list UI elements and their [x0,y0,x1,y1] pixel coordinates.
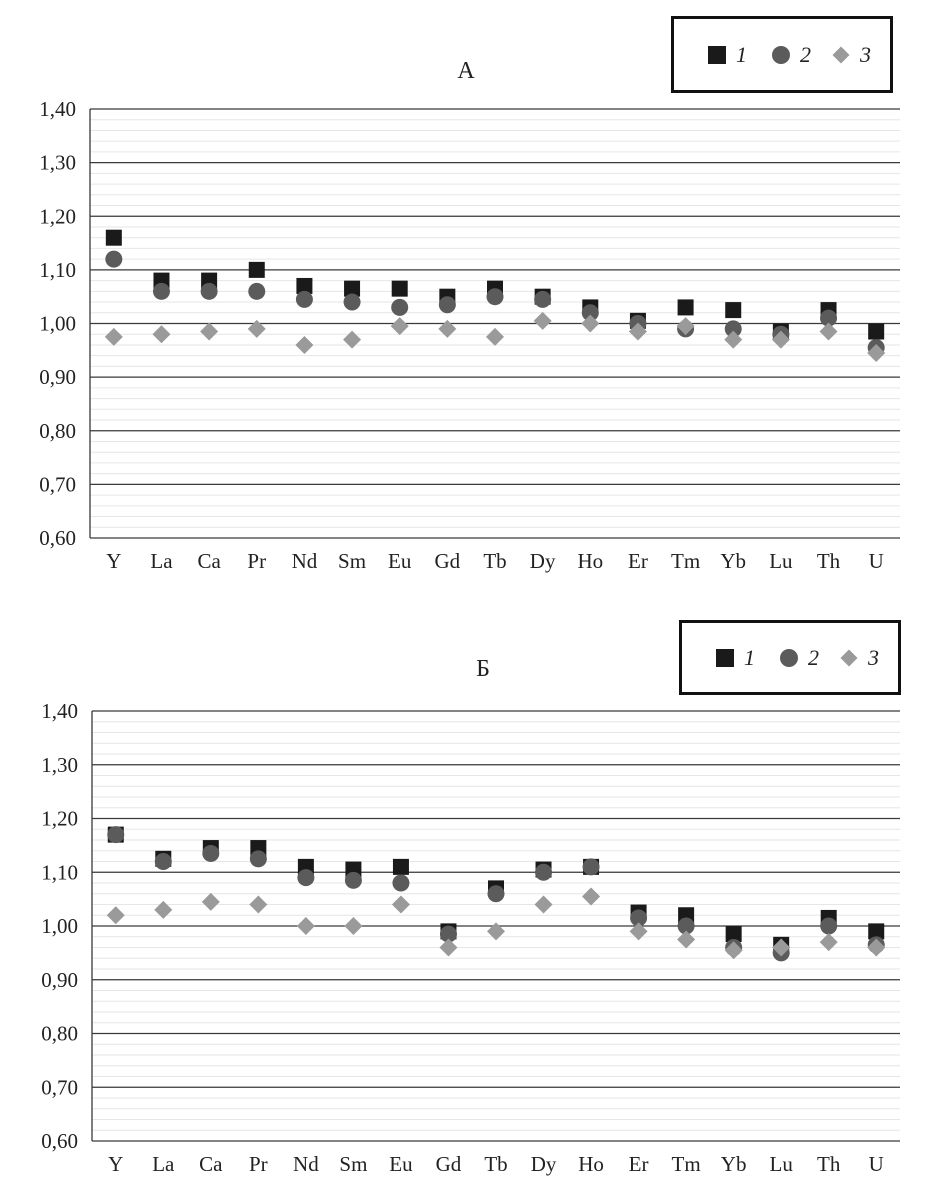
series-2-point [439,296,456,313]
legend-label: 3 [860,41,871,67]
series-2-point [297,869,314,886]
x-tick-label: Er [628,1152,649,1176]
y-tick-label: 1,30 [41,752,78,777]
x-tick-label: La [152,1152,175,1176]
series-3-point [152,325,170,343]
circle-marker-icon [780,649,798,667]
series-3-point [820,323,838,341]
y-tick-label: 1,00 [41,914,78,938]
series-2-point [248,283,265,300]
legend-item-2 [772,19,811,90]
series-3-point [200,323,218,341]
y-tick-label: 0,70 [41,1075,78,1100]
x-tick-label: Er [628,549,648,573]
series-1-point [106,230,122,246]
series-3-point [534,312,552,330]
x-tick-label: La [150,549,173,573]
series-3-point [677,930,695,948]
y-tick-label: 0,60 [41,1129,78,1153]
legend-item-1 [708,19,747,90]
series-2-point [250,850,267,867]
y-tick-label: 0,80 [41,1021,78,1046]
series-3-point [297,917,315,935]
x-tick-label: U [868,1152,884,1176]
x-tick-label: Yb [720,549,747,573]
series-2-point [153,283,170,300]
series-2-point [105,251,122,268]
x-tick-label: Th [817,1152,841,1176]
x-tick-label: Sm [339,1152,368,1176]
y-tick-label: 1,40 [39,97,76,121]
series-2-point [487,288,504,305]
y-tick-label: 1,20 [39,204,76,229]
x-tick-label: Y [108,1152,124,1176]
series-2-point [535,864,552,881]
legend-item-1 [716,623,755,692]
series-3-point [438,320,456,338]
series-2-point [107,826,124,843]
x-tick-label: Nd [291,549,318,573]
series-3-point [535,896,553,914]
x-tick-label: Ho [578,1152,604,1176]
y-tick-label: 1,10 [39,257,76,282]
series-2-point [820,918,837,935]
series-3-point [486,328,504,346]
series-2-point [391,299,408,316]
legend-label: 2 [808,644,819,670]
y-tick-label: 1,20 [41,806,78,831]
x-tick-label: Yb [720,1152,747,1176]
x-tick-label: Ho [577,549,604,573]
y-tick-label: 0,90 [41,967,78,992]
x-tick-label: Dy [529,549,556,573]
x-tick-label: Dy [530,1152,557,1176]
chart-panel-b [0,600,940,1200]
x-tick-label: Tm [671,1152,701,1176]
x-tick-label: Pr [249,1152,268,1176]
diamond-marker-icon [833,46,850,63]
y-tick-label: 1,30 [39,150,76,175]
series-1-point [725,302,741,318]
square-marker-icon [708,46,726,64]
series-1-point [678,299,694,315]
x-tick-label: Lu [769,1152,793,1176]
legend-item-3 [840,623,879,692]
series-1-point [249,262,265,278]
series-3-point [439,939,457,957]
x-tick-label: Eu [389,1152,413,1176]
series-2-point [345,872,362,889]
series-2-point [488,885,505,902]
legend-label: 3 [868,644,879,670]
series-2-point [201,283,218,300]
series-2-point [583,858,600,875]
series-3-point [105,328,123,346]
series-2-point [296,291,313,308]
legend-label: 1 [744,644,755,670]
chart-b-legend [679,620,901,695]
chart-panel-a [0,0,940,600]
x-tick-label: Pr [247,549,267,573]
legend-label: 1 [736,41,747,67]
series-3-point [391,317,409,335]
x-tick-label: Gd [434,549,461,573]
series-2-point [202,845,219,862]
x-tick-label: Tb [484,1152,508,1176]
legend-label: 2 [800,41,811,67]
square-marker-icon [716,649,734,667]
y-tick-label: 1,00 [39,311,76,336]
x-tick-label: Gd [435,1152,462,1176]
series-3-point [392,896,410,914]
legend-item-2 [780,623,819,692]
diamond-marker-icon [841,649,858,666]
x-tick-label: Tm [671,549,701,573]
series-3-point [344,917,362,935]
x-tick-label: Ca [197,549,221,573]
series-3-point [202,893,220,911]
series-2-point [155,853,172,870]
series-2-point [392,875,409,892]
x-tick-label: Nd [293,1152,319,1176]
x-tick-label: U [868,549,884,573]
y-tick-label: 1,10 [41,860,78,885]
series-3-point [154,901,172,919]
series-3-point [582,887,600,905]
x-tick-label: Lu [769,549,793,573]
series-3-point [343,331,361,349]
y-tick-label: 1,40 [41,699,78,723]
series-1-point [392,281,408,297]
legend-item-3 [832,19,871,90]
series-3-point [820,933,838,951]
y-tick-label: 0,70 [39,472,76,497]
series-3-point [249,896,267,914]
series-3-point [248,320,266,338]
series-2-point [344,294,361,311]
series-3-point [630,922,648,940]
x-tick-label: Tb [483,549,507,573]
chart-a-legend [671,16,893,93]
chart-a-title: А [457,58,475,84]
chart-b-title: Б [476,656,490,682]
x-tick-label: Th [816,549,841,573]
x-tick-label: Ca [199,1152,223,1176]
x-tick-label: Sm [338,549,367,573]
series-3-point [295,336,313,354]
x-tick-label: Y [106,549,122,573]
y-tick-label: 0,80 [39,418,76,443]
series-1-point [868,324,884,340]
series-1-point [393,859,409,875]
series-3-point [487,922,505,940]
series-2-point [534,291,551,308]
y-tick-label: 0,90 [39,365,76,390]
circle-marker-icon [772,46,790,64]
x-tick-label: Eu [388,549,412,573]
series-3-point [107,906,125,924]
y-tick-label: 0,60 [39,526,76,550]
